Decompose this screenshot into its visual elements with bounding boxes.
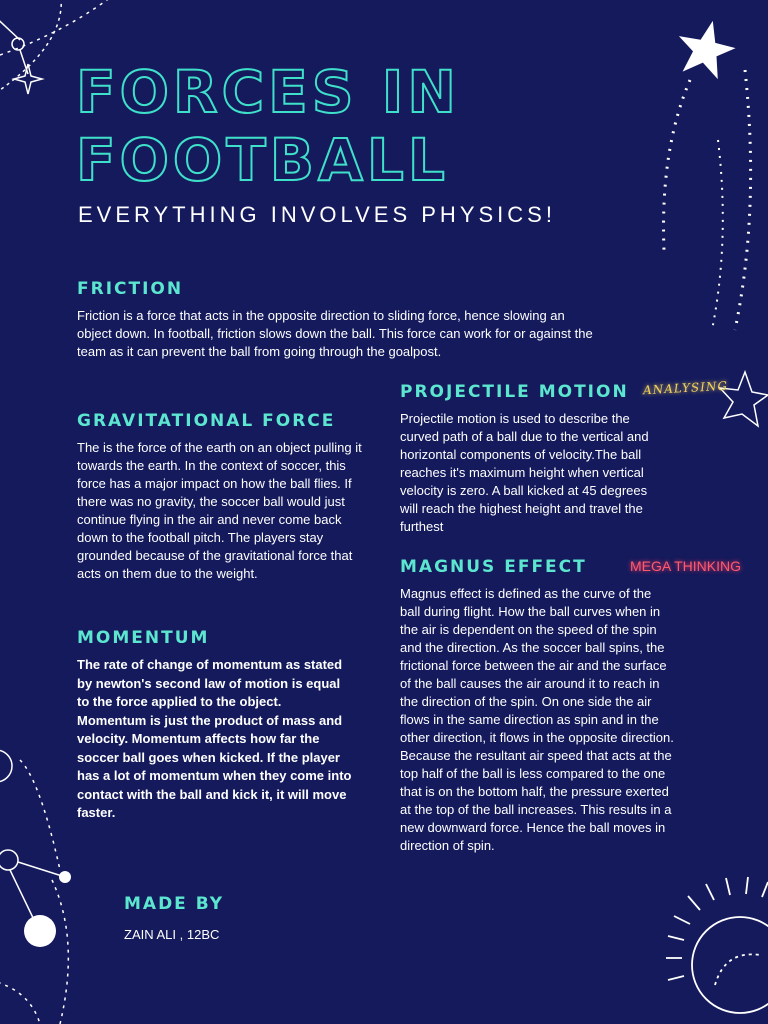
magnus-heading: MAGNUS EFFECT bbox=[400, 557, 587, 577]
star-icon bbox=[672, 15, 740, 82]
arc-top-left bbox=[0, 0, 120, 55]
gravitational-heading: GRAVITATIONAL FORCE bbox=[77, 411, 336, 431]
friction-heading: FRICTION bbox=[77, 279, 184, 299]
mega-thinking-tag: MEGA THINKING bbox=[630, 558, 741, 574]
section-friction bbox=[77, 279, 597, 361]
constellation-top-left bbox=[0, 0, 61, 90]
author-name: ZAIN ALI , 12BC bbox=[124, 927, 220, 942]
arc-right-outer bbox=[735, 70, 751, 330]
made-by-heading: MADE BY bbox=[124, 894, 225, 914]
momentum-body: The rate of change of momentum as stated by newton's second law of motion is equal to the force applied to the object. Momentum is just the product of mass and velocity. Momentum affects how far the soccer ball goes when kicked. If the player has a lot of momentum when they come into contact with the ball and kick it, it will move faster. bbox=[77, 657, 352, 820]
magnus-body: Magnus effect is defined as the curve of the ball during flight. How the ball curves when in the air is dependent on the speed of the spin and the direction. As the soccer ball spins, the frictional force between the air and the surface of the ball causes the air around it to reach in the direction of the spin. On one side the air flows in the same direction as spin and in the other direction, it flows in the opposite direction. Because the resultant air speed that acts at the top half of the ball is less compared to the one that is on the bottom half, the pressure exerted at the top of the ball increases. This results in a new downward force. Hence the ball moves in direction of spin. bbox=[400, 586, 674, 853]
momentum-heading: MOMENTUM bbox=[77, 628, 210, 648]
sparkle-star-icon bbox=[14, 64, 42, 94]
arc-right-mid bbox=[712, 140, 723, 330]
analysing-tag: ANALYSING bbox=[642, 378, 729, 398]
arc-right-inner bbox=[664, 80, 690, 250]
planet-large bbox=[24, 915, 56, 947]
page-subtitle: EVERYTHING INVOLVES PHYSICS! bbox=[78, 202, 556, 227]
page-title bbox=[76, 58, 460, 194]
friction-body: Friction is a force that acts in the opposite direction to sliding force, hence slowing an object down. In football, friction slows down the ball. This force can work for or against the team as it can prevent the ball from going through the goalpost. bbox=[77, 308, 593, 359]
title-line-1: FORCES IN bbox=[76, 58, 460, 126]
projectile-body: Projectile motion is used to describe the curved path of a ball due to the vertical and horizontal components of velocity.The ball reaches it's maximum height when vertical velocity is zero. A ball kicked at 45 degrees will reach the highest height and travel the furthest bbox=[400, 411, 649, 534]
planet-small bbox=[59, 871, 71, 883]
sun-icon bbox=[666, 877, 768, 1013]
title-line-2: FOOTBALL bbox=[76, 126, 449, 194]
section-magnus-effect bbox=[400, 557, 674, 855]
gravitational-body: The is the force of the earth on an object pulling it towards the earth. In the context of soccer, this force has a major impact on how the ball flies. If there was no gravity, the soccer ball would just continue flying in the air and never come back down to the football pitch. The players stay grounded because of the gravitational force that acts on them due to the weight. bbox=[77, 440, 362, 581]
section-momentum bbox=[77, 628, 352, 823]
section-gravitational bbox=[77, 411, 375, 583]
section-projectile-motion bbox=[400, 382, 668, 536]
projectile-heading: PROJECTILE MOTION bbox=[400, 382, 629, 402]
constellation-bottom-left bbox=[0, 750, 68, 1024]
